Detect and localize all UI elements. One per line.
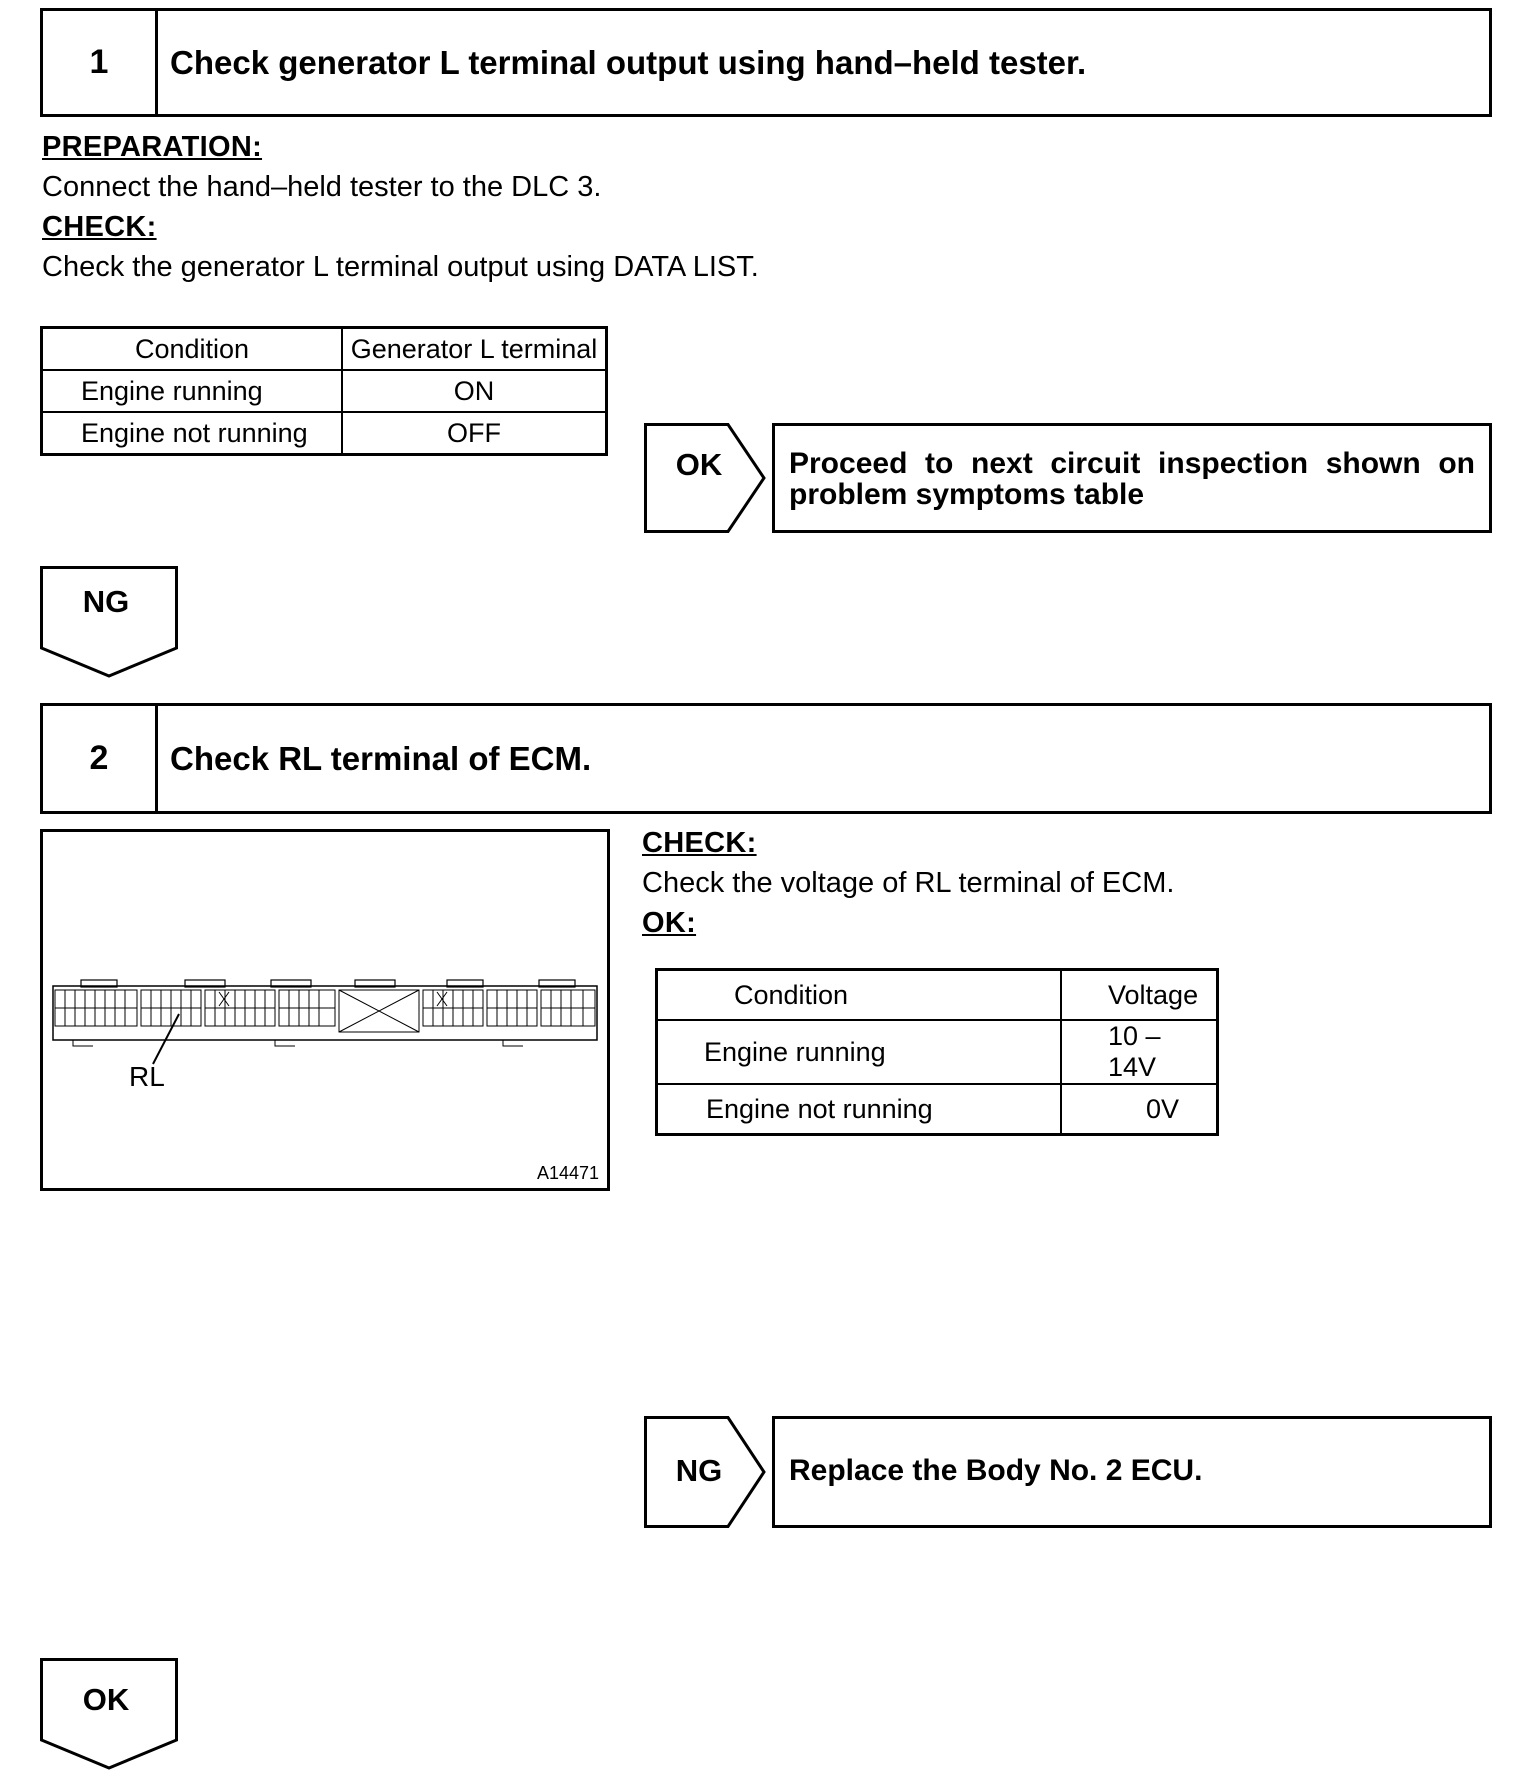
step1-header: [40, 8, 1492, 117]
step1-title: Check generator L terminal output using hand–held tester.: [170, 43, 1087, 81]
step1-check-label: CHECK:: [42, 211, 157, 243]
generator-l-terminal-table: [40, 326, 608, 456]
table-row: [657, 1020, 1218, 1084]
table-header-cell: Generator L terminal: [342, 328, 607, 371]
step2-ng-result-text: Replace the Body No. 2 ECU.: [789, 1453, 1203, 1487]
table-cell: OFF: [342, 412, 607, 455]
table-row: [657, 1084, 1218, 1135]
step2-ok-heading: OK:: [642, 907, 697, 939]
step1-ok-result-text: Proceed to next circuit inspection shown on problem symptoms table: [789, 447, 1475, 511]
ecm-connector-drawing: [43, 832, 607, 1188]
step1-check-text: Check the generator L terminal output using DATA LIST.: [42, 251, 759, 283]
rl-leader-line: [153, 1014, 179, 1064]
preparation-label: PREPARATION:: [42, 131, 263, 163]
table-cell: Engine not running: [42, 412, 343, 455]
step2-number: 2: [43, 706, 158, 811]
table-header-row: [42, 328, 607, 371]
ecm-connector-figure: [40, 829, 610, 1191]
step2-check-label: CHECK:: [642, 827, 757, 859]
table-header-cell: Condition: [657, 970, 1062, 1021]
step2-ng-result: [772, 1416, 1492, 1528]
step1-number: 1: [43, 11, 158, 114]
table-cell: Engine running: [657, 1020, 1062, 1084]
rl-terminal-label: RL: [129, 1061, 165, 1092]
table-row: [42, 412, 607, 455]
preparation-text: Connect the hand–held tester to the DLC 3.: [42, 171, 602, 203]
table-cell: ON: [342, 370, 607, 412]
step1-ng-label: NG: [82, 584, 130, 619]
step2-ng-label: NG: [675, 1452, 723, 1488]
table-cell: Engine not running: [657, 1084, 1062, 1135]
step2-header: [40, 703, 1492, 814]
table-cell: 0V: [1061, 1084, 1218, 1135]
figure-code: A14471: [536, 1163, 599, 1183]
step1-ok-label: OK: [675, 446, 723, 482]
table-header-row: [657, 970, 1218, 1021]
table-row: [42, 370, 607, 412]
step2-check-text: Check the voltage of RL terminal of ECM.: [642, 867, 1175, 899]
table-cell: Engine running: [42, 370, 343, 412]
step2-title: Check RL terminal of ECM.: [170, 739, 592, 777]
step2-ok-label: OK: [82, 1682, 130, 1717]
step1-ok-result: [772, 423, 1492, 533]
ng-down-arrow-shape: [40, 566, 180, 678]
table-header-cell: Condition: [42, 328, 343, 371]
table-header-cell: Voltage: [1061, 970, 1218, 1021]
table-cell: 10 – 14V: [1061, 1020, 1218, 1084]
rl-terminal-voltage-table: [655, 968, 1219, 1136]
